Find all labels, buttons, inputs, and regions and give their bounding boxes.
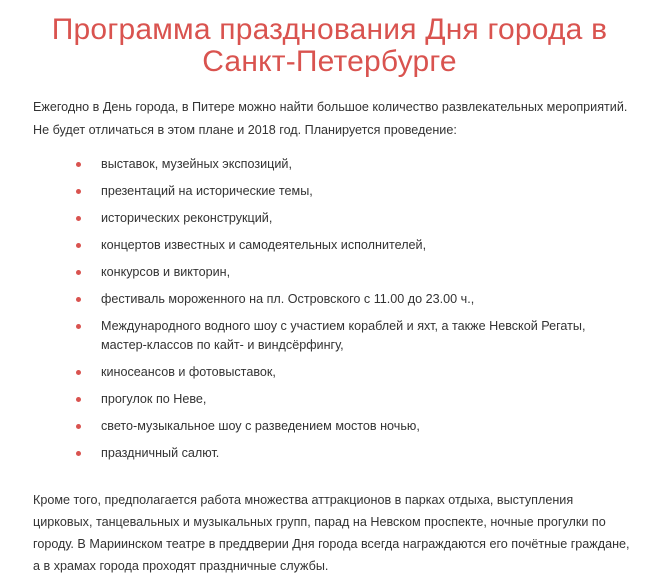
bullet-icon: [76, 270, 81, 275]
bullet-icon: [76, 370, 81, 375]
bullet-icon: [76, 424, 81, 429]
list-item-text: праздничный салют.: [101, 446, 220, 460]
list-item: [76, 209, 629, 228]
list-item: [76, 155, 629, 174]
list-item: [76, 363, 629, 382]
list-item-text: свето-музыкальное шоу с разведением мостов ночью,: [101, 419, 420, 433]
bullet-icon: [76, 397, 81, 402]
bullet-icon: [76, 243, 81, 248]
bullet-icon: [76, 324, 81, 329]
list-item: [76, 263, 629, 282]
outro-paragraph: Кроме того, предполагается работа множества аттракционов в парках отдыха, выступления цирковых, танцевальных и музыкальных групп, парад на Невском проспекте, ночные прогулки по городу. В Мариинском театре в преддверии Дня города всегда награждаются его почётные граждане, а в храмах города проходят праздничные службы.: [33, 493, 630, 573]
list-item-text: выставок, музейных экспозиций,: [101, 157, 292, 171]
list-item-text: концертов известных и самодеятельных исполнителей,: [101, 238, 427, 252]
bullet-icon: [76, 189, 81, 194]
list-item-text: исторических реконструкций,: [101, 211, 273, 225]
article-title: Программа празднования Дня города в Санкт-Петербурге: [51, 13, 608, 78]
list-item: [76, 317, 629, 355]
list-item-text: Международного водного шоу с участием кораблей и яхт, а также Невской Регаты, мастер-классов по кайт- и виндсёрфингу,: [101, 319, 586, 352]
events-list: [76, 155, 629, 471]
bullet-icon: [76, 297, 81, 302]
list-item-text: презентаций на исторические темы,: [101, 184, 313, 198]
bullet-icon: [76, 216, 81, 221]
list-item: [76, 444, 629, 463]
bullet-icon: [76, 451, 81, 456]
list-item-text: конкурсов и викторин,: [101, 265, 231, 279]
list-item: [76, 417, 629, 436]
list-item: [76, 390, 629, 409]
list-item: [76, 236, 629, 255]
list-item: [76, 182, 629, 201]
intro-paragraph: Ежегодно в День города, в Питере можно найти большое количество развлекательных мероприятий. Не будет отличаться в этом плане и 2018 год. Планируется проведение:: [33, 100, 628, 137]
bullet-icon: [76, 162, 81, 167]
list-item-text: киносеансов и фотовыставок,: [101, 365, 276, 379]
list-item-text: фестиваль мороженного на пл. Островского с 11.00 до 23.00 ч.,: [101, 292, 475, 306]
list-item: [76, 290, 629, 309]
list-item-text: прогулок по Неве,: [101, 392, 207, 406]
